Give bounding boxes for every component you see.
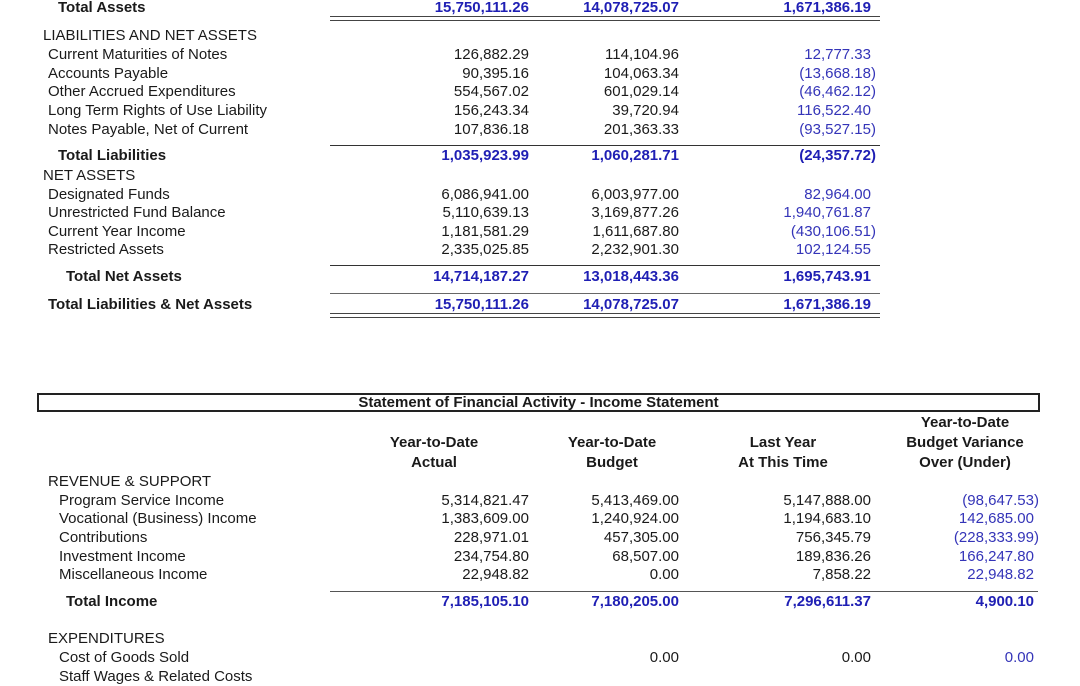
budget-value: 1,240,924.00 <box>591 510 679 527</box>
total-liabilities-prior: 1,060,281.71 <box>591 147 679 164</box>
variance-value: 12,777.33 <box>804 46 871 63</box>
current-value: 5,110,639.13 <box>442 204 529 221</box>
total-liabilities-current: 1,035,923.99 <box>441 147 529 164</box>
total-liabilities-net-assets-prior: 14,078,725.07 <box>583 296 679 313</box>
column-header-line: Over (Under) <box>919 454 1011 471</box>
total-net-assets-variance: 1,695,743.91 <box>783 268 871 285</box>
row-label: Notes Payable, Net of Current <box>48 121 249 138</box>
column-header-line: Year-to-Date <box>920 414 1010 431</box>
double-underline <box>330 313 880 318</box>
variance-value: 102,124.55 <box>795 241 871 258</box>
variance-value: (46,462.12) <box>799 83 876 100</box>
column-header-line: Actual <box>411 454 457 471</box>
variance-value: (98,647.53) <box>962 492 1039 509</box>
total-assets-label: Total Assets <box>58 0 146 16</box>
variance-value: 0.00 <box>1004 649 1034 666</box>
total-net-assets-current: 14,714,187.27 <box>433 268 529 285</box>
row-label: Vocational (Business) Income <box>59 510 257 527</box>
row-label: Staff Wages & Related Costs <box>59 668 253 685</box>
row-label: Unrestricted Fund Balance <box>48 204 226 221</box>
row-label: Program Service Income <box>59 492 225 509</box>
prior-value: 39,720.94 <box>612 102 679 119</box>
current-value: 1,181,581.29 <box>441 223 529 240</box>
budget-value: 457,305.00 <box>603 529 679 546</box>
current-value: 2,335,025.85 <box>441 241 529 258</box>
current-value: 6,086,941.00 <box>441 186 529 203</box>
subtotal-rule <box>330 591 1038 592</box>
expenditures-section-header: EXPENDITURES <box>48 630 165 647</box>
variance-value: 142,685.00 <box>958 510 1034 527</box>
actual-value: 1,383,609.00 <box>441 510 529 527</box>
revenue-section-header: REVENUE & SUPPORT <box>48 473 212 490</box>
column-header-line: Year-to-Date <box>567 434 657 451</box>
total-liabilities-variance: (24,357.72) <box>799 147 876 164</box>
net-assets-section-header: NET ASSETS <box>43 167 136 184</box>
prior-value: 104,063.34 <box>603 65 679 82</box>
column-header-line: Year-to-Date <box>389 434 479 451</box>
budget-value: 68,507.00 <box>612 548 679 565</box>
prior-value: 114,104.96 <box>605 46 679 63</box>
subtotal-rule <box>330 293 880 294</box>
total-income-budget: 7,180,205.00 <box>591 593 679 610</box>
total-liabilities-label: Total Liabilities <box>58 147 167 164</box>
row-label: Other Accrued Expenditures <box>48 83 236 100</box>
double-underline <box>330 16 880 21</box>
last-year-value: 189,836.26 <box>795 548 871 565</box>
variance-value: 82,964.00 <box>804 186 871 203</box>
total-income-actual: 7,185,105.10 <box>441 593 529 610</box>
row-label: Investment Income <box>59 548 186 565</box>
prior-value: 3,169,877.26 <box>591 204 679 221</box>
last-year-value: 7,858.22 <box>812 566 871 583</box>
prior-value: 201,363.33 <box>603 121 679 138</box>
row-label: Restricted Assets <box>48 241 164 258</box>
row-label: Designated Funds <box>48 186 170 203</box>
prior-value: 6,003,977.00 <box>591 186 679 203</box>
current-value: 554,567.02 <box>453 83 529 100</box>
variance-value: 1,940,761.87 <box>783 204 871 221</box>
last-year-value: 5,147,888.00 <box>783 492 871 509</box>
actual-value: 228,971.01 <box>453 529 529 546</box>
subtotal-rule <box>330 265 880 266</box>
current-value: 107,836.18 <box>453 121 529 138</box>
actual-value: 5,314,821.47 <box>441 492 529 509</box>
total-assets-variance: 1,671,386.19 <box>783 0 871 16</box>
row-label: Accounts Payable <box>48 65 169 82</box>
total-net-assets-prior: 13,018,443.36 <box>583 268 679 285</box>
last-year-value: 756,345.79 <box>795 529 871 546</box>
actual-value: 234,754.80 <box>453 548 529 565</box>
total-assets-current: 15,750,111.26 <box>434 0 529 16</box>
income-statement-title: Statement of Financial Activity - Income Statement <box>358 394 719 411</box>
column-header-line: Last Year <box>749 434 817 451</box>
row-label: Contributions <box>59 529 148 546</box>
variance-value: (13,668.18) <box>799 65 876 82</box>
liabilities-section-header: LIABILITIES AND NET ASSETS <box>43 27 257 44</box>
variance-value: (93,527.15) <box>799 121 876 138</box>
actual-value: 22,948.82 <box>462 566 529 583</box>
total-liabilities-net-assets-variance: 1,671,386.19 <box>783 296 871 313</box>
total-liabilities-net-assets-label: Total Liabilities & Net Assets <box>48 296 253 313</box>
variance-value: (228,333.99) <box>953 529 1039 546</box>
current-value: 126,882.29 <box>453 46 529 63</box>
row-label: Miscellaneous Income <box>59 566 208 583</box>
row-label: Current Maturities of Notes <box>48 46 228 63</box>
row-label: Current Year Income <box>48 223 186 240</box>
current-value: 90,395.16 <box>462 65 529 82</box>
total-income-last-year: 7,296,611.37 <box>784 593 871 610</box>
total-liabilities-net-assets-current: 15,750,111.26 <box>434 296 529 313</box>
total-income-variance: 4,900.10 <box>975 593 1034 610</box>
total-income-label: Total Income <box>66 593 158 610</box>
variance-value: 166,247.80 <box>958 548 1034 565</box>
prior-value: 601,029.14 <box>603 83 679 100</box>
variance-value: 22,948.82 <box>967 566 1034 583</box>
budget-value: 0.00 <box>649 566 679 583</box>
variance-value: 116,522.40 <box>797 102 871 119</box>
prior-value: 2,232,901.30 <box>591 241 679 258</box>
last-year-value: 1,194,683.10 <box>783 510 871 527</box>
budget-value: 0.00 <box>649 649 679 666</box>
last-year-value: 0.00 <box>841 649 871 666</box>
total-assets-prior: 14,078,725.07 <box>583 0 679 16</box>
column-header-line: Budget <box>586 454 638 471</box>
current-value: 156,243.34 <box>453 102 529 119</box>
prior-value: 1,611,687.80 <box>592 223 679 240</box>
row-label: Cost of Goods Sold <box>59 649 190 666</box>
variance-value: (430,106.51) <box>790 223 876 240</box>
row-label: Long Term Rights of Use Liability <box>48 102 267 119</box>
income-statement-title-box <box>37 393 1040 412</box>
column-header-line: At This Time <box>738 454 828 471</box>
total-net-assets-label: Total Net Assets <box>66 268 182 285</box>
column-header-line: Budget Variance <box>906 434 1024 451</box>
budget-value: 5,413,469.00 <box>591 492 679 509</box>
